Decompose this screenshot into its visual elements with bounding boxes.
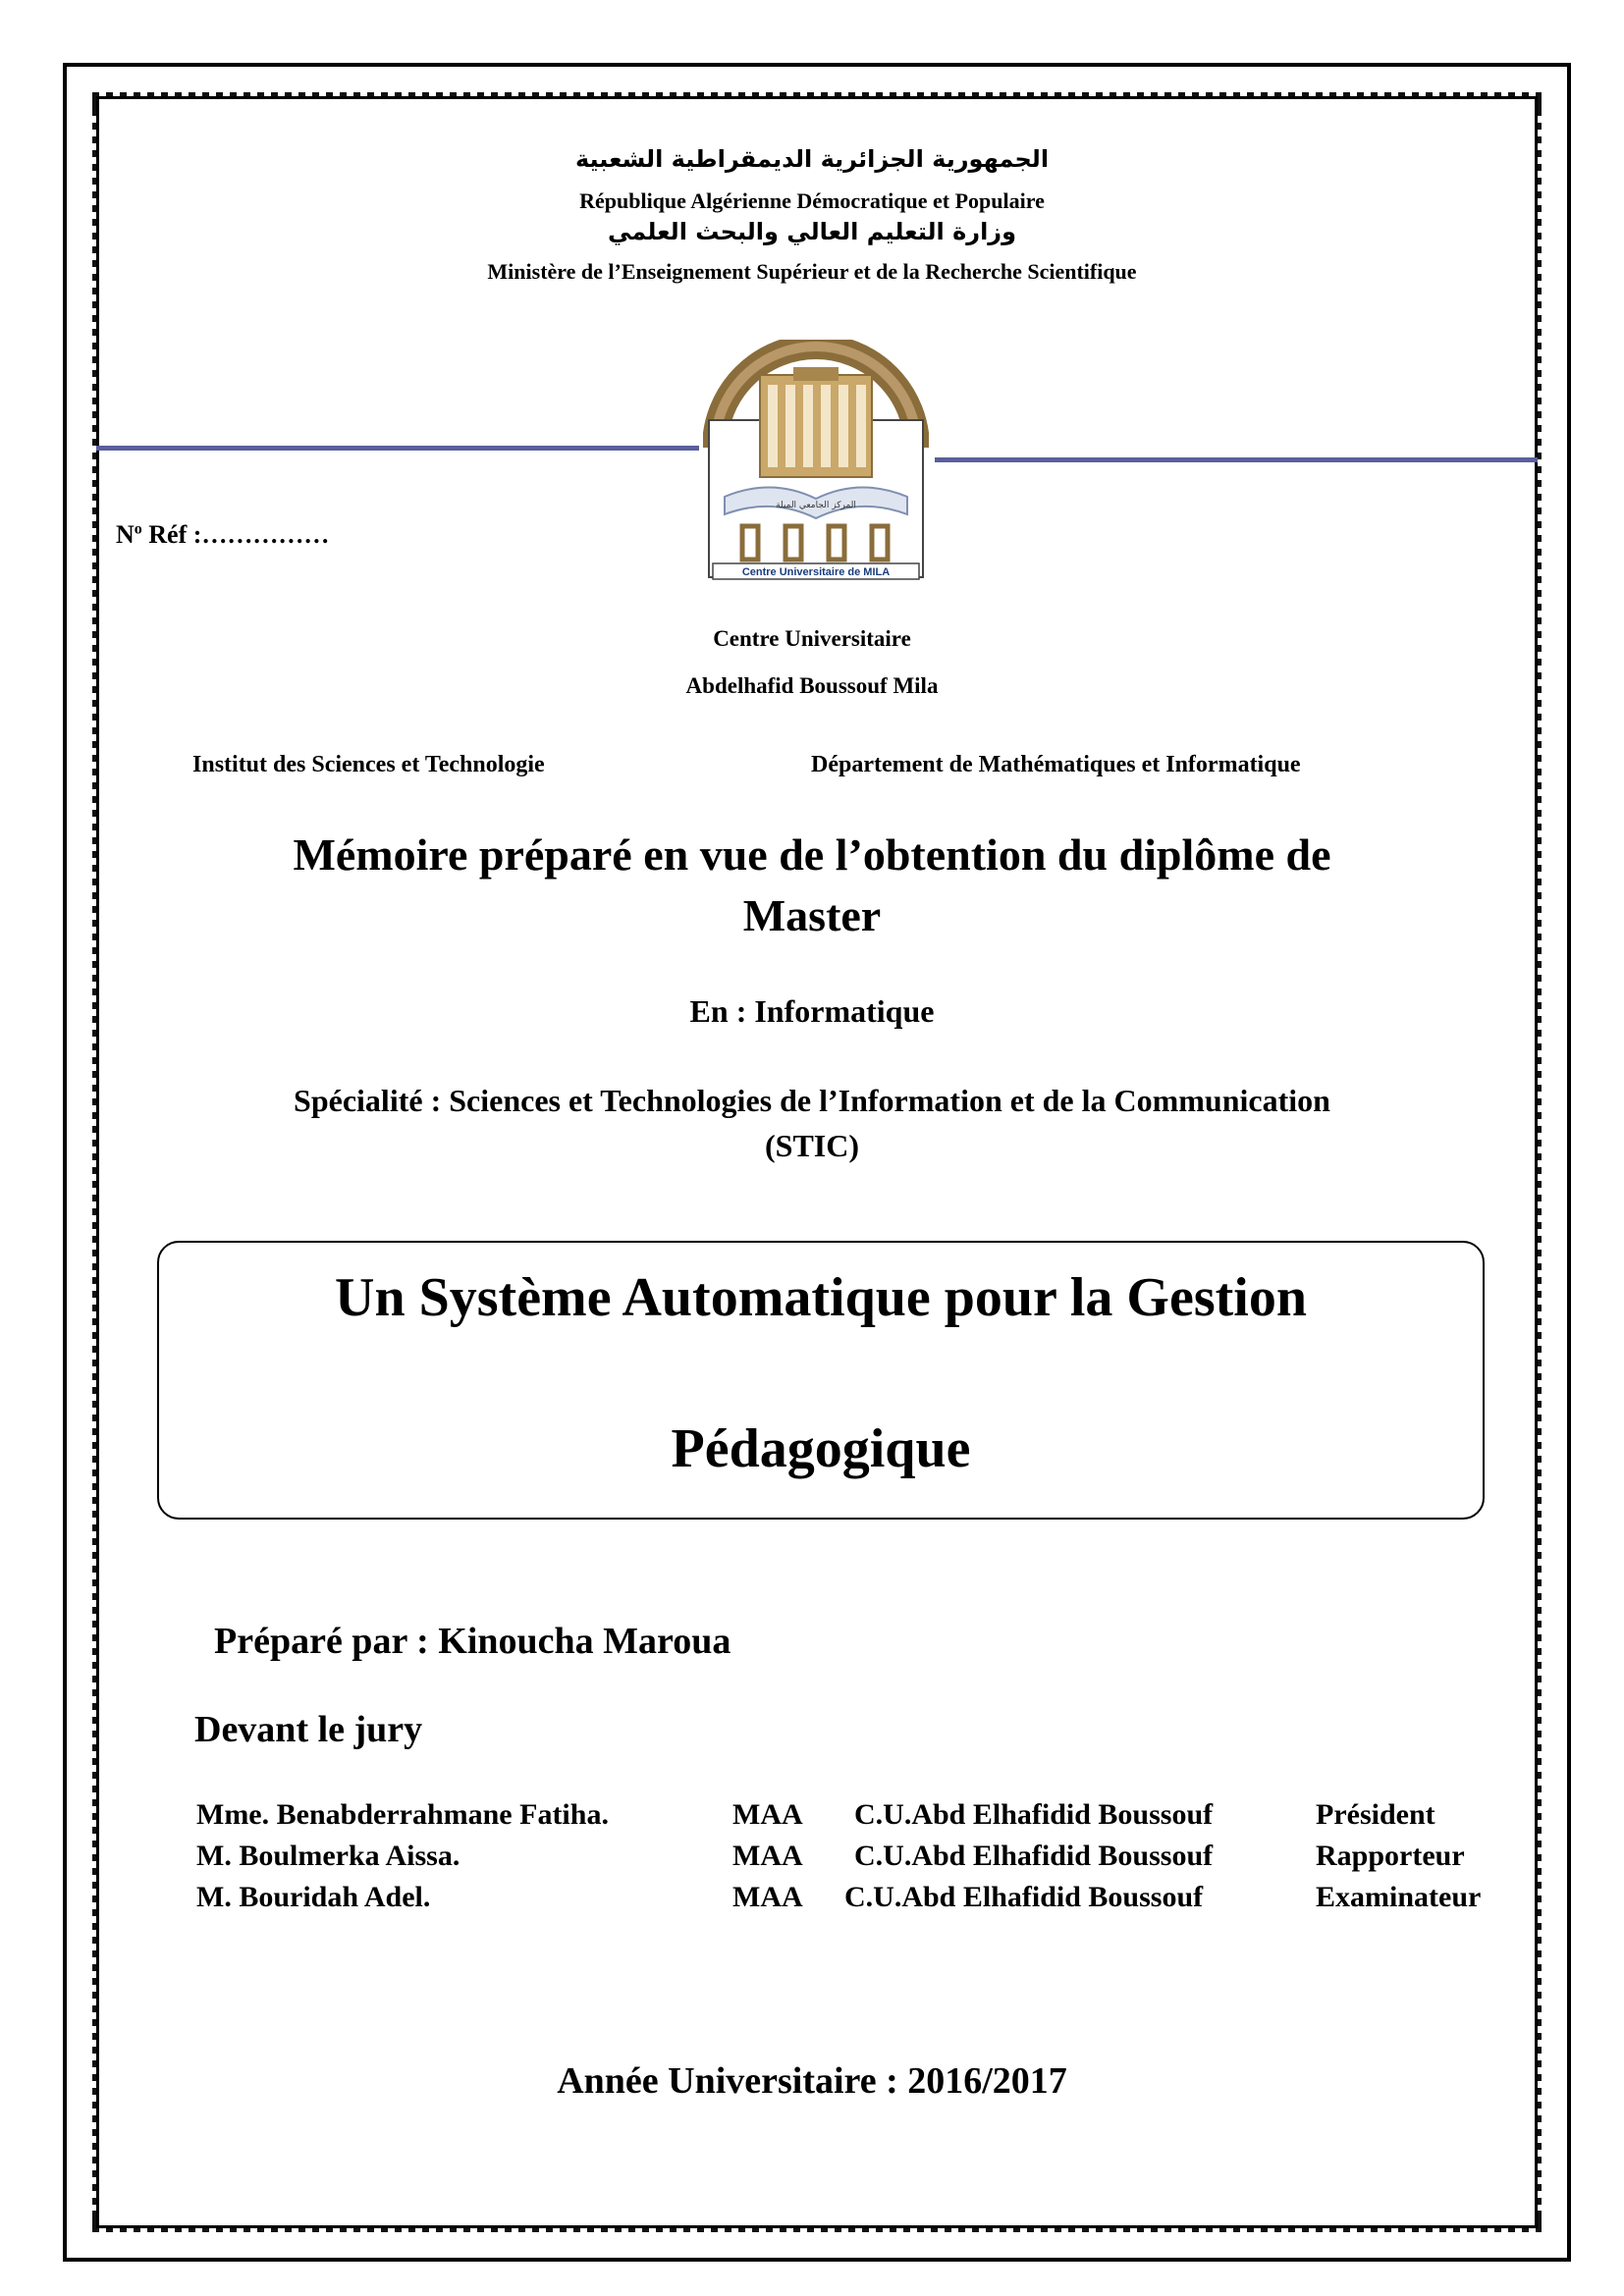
speciality-line2: (STIC) [764, 1128, 859, 1163]
thesis-title-line2: Pédagogique [671, 1418, 971, 1479]
jury-label: Devant le jury [194, 1709, 423, 1750]
header-arabic-republic: الجمهورية الجزائرية الديمقراطية الشعبية [574, 145, 1050, 173]
academic-year: Année Universitaire : 2016/2017 [557, 2060, 1067, 2102]
reference-label: N [116, 520, 135, 549]
jury-role: Président [1316, 1798, 1435, 1831]
jury-grade: MAA [732, 1798, 803, 1831]
thesis-title-line1: Un Système Automatique pour la Gestion [335, 1267, 1307, 1328]
header-arabic-ministry: وزارة التعليم العالي والبحث العلمي [607, 218, 1017, 245]
reference-number [116, 520, 329, 550]
jury-name: Mme. Benabderrahmane Fatiha. [196, 1798, 609, 1831]
prepared-by: Préparé par : Kinoucha Maroua [214, 1621, 731, 1662]
jury-institution: C.U.Abd Elhafidid Boussouf [854, 1798, 1214, 1831]
header-rule-right [935, 457, 1538, 462]
jury-grade: MAA [732, 1881, 803, 1913]
reference-sup: o [134, 520, 142, 538]
header-rule-left [96, 446, 699, 451]
jury-institution: C.U.Abd Elhafidid Boussouf [844, 1881, 1204, 1913]
university-name-line2: Abdelhafid Boussouf Mila [685, 673, 939, 698]
jury-name: M. Boulmerka Aissa. [196, 1840, 460, 1872]
jury-role: Rapporteur [1316, 1840, 1465, 1872]
department: Département de Mathématiques et Informatique [811, 752, 1301, 777]
university-logo [703, 340, 929, 583]
logo-arabic-text: المركز الجامعي الميلة [776, 501, 856, 510]
field: En : Informatique [689, 993, 935, 1029]
institute: Institut des Sciences et Technologie [192, 752, 545, 777]
speciality [167, 1078, 1457, 1168]
memoire-line1: Mémoire préparé en vue de l’obtention du diplôme de [293, 829, 1331, 880]
logo-label: Centre Universitaire de MILA [741, 566, 891, 578]
reference-rest: Réf :…………… [141, 520, 330, 549]
header-ministry: Ministère de l’Enseignement Supérieur et de la Recherche Scientifique [487, 259, 1137, 284]
memoire-line2: Master [742, 890, 882, 940]
university-name-line1: Centre Universitaire [713, 626, 911, 651]
jury-institution: C.U.Abd Elhafidid Boussouf [854, 1840, 1214, 1872]
speciality-line1: Spécialité : Sciences et Technologies de l’Information et de la Communication [294, 1083, 1330, 1118]
header-republic: République Algérienne Démocratique et Populaire [579, 188, 1045, 213]
jury-role: Examinateur [1316, 1881, 1482, 1913]
jury-name: M. Bouridah Adel. [196, 1881, 431, 1913]
jury-grade: MAA [732, 1840, 803, 1872]
memoire-heading [167, 825, 1457, 946]
